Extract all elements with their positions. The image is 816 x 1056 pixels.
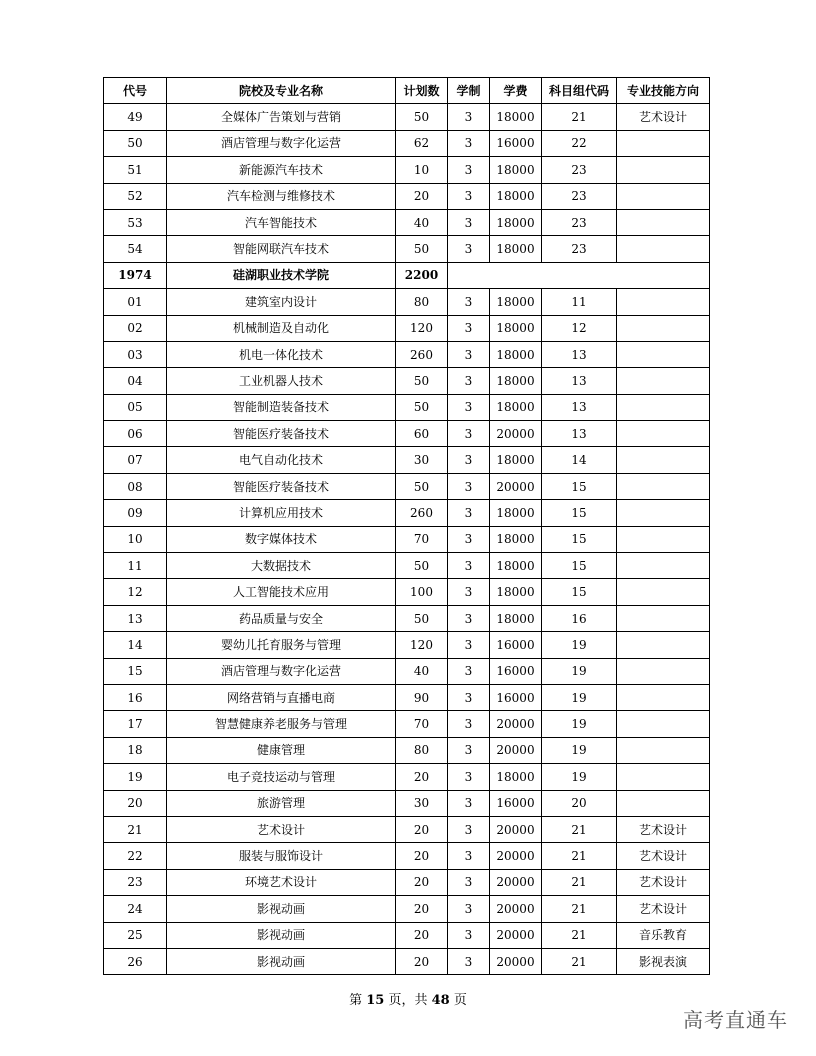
cell-plan: 20 bbox=[396, 869, 448, 895]
cell-plan: 60 bbox=[396, 421, 448, 447]
cell-code: 50 bbox=[104, 130, 167, 156]
cell-skill: 影视表演 bbox=[617, 948, 710, 974]
cell-name: 智能网联汽车技术 bbox=[167, 236, 396, 262]
cell-plan: 50 bbox=[396, 553, 448, 579]
cell-subject: 21 bbox=[542, 104, 617, 130]
cell-fee: 18000 bbox=[490, 526, 542, 552]
table-row bbox=[104, 605, 710, 631]
cell-code: 49 bbox=[104, 104, 167, 130]
table-row bbox=[104, 790, 710, 816]
cell-name: 电子竞技运动与管理 bbox=[167, 764, 396, 790]
cell-years: 3 bbox=[448, 394, 490, 420]
table-row bbox=[104, 711, 710, 737]
cell-name: 建筑室内设计 bbox=[167, 289, 396, 315]
header-code: 代号 bbox=[104, 78, 167, 104]
cell-skill: 艺术设计 bbox=[617, 843, 710, 869]
cell-years: 3 bbox=[448, 130, 490, 156]
cell-subject: 13 bbox=[542, 421, 617, 447]
cell-name: 艺术设计 bbox=[167, 816, 396, 842]
cell-years: 3 bbox=[448, 711, 490, 737]
cell-name: 新能源汽车技术 bbox=[167, 157, 396, 183]
cell-code: 53 bbox=[104, 209, 167, 235]
cell-subject: 19 bbox=[542, 632, 617, 658]
cell-skill bbox=[617, 737, 710, 763]
header-skill-direction: 专业技能方向 bbox=[617, 78, 710, 104]
cell-code: 02 bbox=[104, 315, 167, 341]
cell-years: 3 bbox=[448, 209, 490, 235]
cell-code: 23 bbox=[104, 869, 167, 895]
cell-subject: 13 bbox=[542, 341, 617, 367]
table-row bbox=[104, 394, 710, 420]
cell-subject: 13 bbox=[542, 368, 617, 394]
table-row bbox=[104, 421, 710, 447]
cell-subject: 21 bbox=[542, 816, 617, 842]
table-row bbox=[104, 579, 710, 605]
cell-fee: 20000 bbox=[490, 948, 542, 974]
cell-skill bbox=[617, 183, 710, 209]
cell-name: 数字媒体技术 bbox=[167, 526, 396, 552]
cell-years: 3 bbox=[448, 157, 490, 183]
cell-fee: 18000 bbox=[490, 500, 542, 526]
header-years: 学制 bbox=[448, 78, 490, 104]
cell-fee: 20000 bbox=[490, 816, 542, 842]
cell-skill bbox=[617, 579, 710, 605]
cell-code: 15 bbox=[104, 658, 167, 684]
cell-fee: 18000 bbox=[490, 157, 542, 183]
cell-name: 酒店管理与数字化运营 bbox=[167, 658, 396, 684]
cell-plan: 30 bbox=[396, 790, 448, 816]
header-fee: 学费 bbox=[490, 78, 542, 104]
cell-skill bbox=[617, 553, 710, 579]
cell-fee: 18000 bbox=[490, 104, 542, 130]
school-blank bbox=[448, 262, 710, 288]
cell-fee: 18000 bbox=[490, 764, 542, 790]
cell-subject: 15 bbox=[542, 579, 617, 605]
footer-suffix: 页 bbox=[449, 993, 467, 1008]
cell-name: 大数据技术 bbox=[167, 553, 396, 579]
cell-fee: 20000 bbox=[490, 843, 542, 869]
cell-fee: 16000 bbox=[490, 790, 542, 816]
cell-plan: 10 bbox=[396, 157, 448, 183]
cell-code: 19 bbox=[104, 764, 167, 790]
cell-plan: 20 bbox=[396, 183, 448, 209]
cell-years: 3 bbox=[448, 183, 490, 209]
cell-fee: 18000 bbox=[490, 236, 542, 262]
cell-name: 智能医疗装备技术 bbox=[167, 421, 396, 447]
cell-skill bbox=[617, 658, 710, 684]
cell-subject: 21 bbox=[542, 922, 617, 948]
cell-code: 24 bbox=[104, 896, 167, 922]
cell-years: 3 bbox=[448, 764, 490, 790]
cell-subject: 11 bbox=[542, 289, 617, 315]
cell-years: 3 bbox=[448, 421, 490, 447]
cell-years: 3 bbox=[448, 579, 490, 605]
cell-code: 22 bbox=[104, 843, 167, 869]
cell-plan: 50 bbox=[396, 368, 448, 394]
cell-name: 环境艺术设计 bbox=[167, 869, 396, 895]
cell-years: 3 bbox=[448, 816, 490, 842]
cell-skill bbox=[617, 473, 710, 499]
cell-subject: 19 bbox=[542, 764, 617, 790]
cell-fee: 20000 bbox=[490, 421, 542, 447]
cell-name: 婴幼儿托育服务与管理 bbox=[167, 632, 396, 658]
table-row bbox=[104, 843, 710, 869]
cell-fee: 20000 bbox=[490, 869, 542, 895]
footer-total-pages: 48 bbox=[431, 993, 450, 1008]
table-row bbox=[104, 183, 710, 209]
cell-subject: 23 bbox=[542, 236, 617, 262]
cell-skill bbox=[617, 421, 710, 447]
table-row bbox=[104, 869, 710, 895]
watermark: 高考直通车 bbox=[683, 1008, 788, 1032]
table-row bbox=[104, 632, 710, 658]
cell-subject: 19 bbox=[542, 658, 617, 684]
cell-subject: 21 bbox=[542, 869, 617, 895]
cell-skill bbox=[617, 526, 710, 552]
cell-skill bbox=[617, 368, 710, 394]
cell-years: 3 bbox=[448, 289, 490, 315]
table-row bbox=[104, 447, 710, 473]
table-row bbox=[104, 473, 710, 499]
cell-code: 04 bbox=[104, 368, 167, 394]
cell-years: 3 bbox=[448, 843, 490, 869]
cell-subject: 23 bbox=[542, 183, 617, 209]
cell-name: 影视动画 bbox=[167, 922, 396, 948]
cell-skill bbox=[617, 790, 710, 816]
cell-fee: 18000 bbox=[490, 394, 542, 420]
table-header-row bbox=[104, 78, 710, 104]
cell-name: 影视动画 bbox=[167, 948, 396, 974]
school-plan: 2200 bbox=[396, 262, 448, 288]
cell-subject: 19 bbox=[542, 711, 617, 737]
cell-skill bbox=[617, 130, 710, 156]
cell-name: 计算机应用技术 bbox=[167, 500, 396, 526]
cell-fee: 20000 bbox=[490, 711, 542, 737]
cell-skill bbox=[617, 236, 710, 262]
cell-plan: 100 bbox=[396, 579, 448, 605]
cell-skill bbox=[617, 711, 710, 737]
cell-subject: 15 bbox=[542, 526, 617, 552]
cell-plan: 62 bbox=[396, 130, 448, 156]
school-row bbox=[104, 262, 710, 288]
cell-name: 智能医疗装备技术 bbox=[167, 473, 396, 499]
cell-plan: 260 bbox=[396, 500, 448, 526]
header-plan: 计划数 bbox=[396, 78, 448, 104]
cell-skill bbox=[617, 157, 710, 183]
cell-fee: 16000 bbox=[490, 684, 542, 710]
cell-name: 汽车智能技术 bbox=[167, 209, 396, 235]
cell-name: 影视动画 bbox=[167, 896, 396, 922]
cell-plan: 50 bbox=[396, 104, 448, 130]
cell-fee: 18000 bbox=[490, 289, 542, 315]
cell-years: 3 bbox=[448, 605, 490, 631]
cell-fee: 16000 bbox=[490, 632, 542, 658]
cell-skill bbox=[617, 684, 710, 710]
cell-years: 3 bbox=[448, 790, 490, 816]
cell-years: 3 bbox=[448, 896, 490, 922]
cell-years: 3 bbox=[448, 869, 490, 895]
table-row bbox=[104, 658, 710, 684]
cell-years: 3 bbox=[448, 473, 490, 499]
cell-subject: 14 bbox=[542, 447, 617, 473]
cell-skill bbox=[617, 500, 710, 526]
cell-skill: 音乐教育 bbox=[617, 922, 710, 948]
cell-subject: 23 bbox=[542, 157, 617, 183]
table-row bbox=[104, 896, 710, 922]
table-row bbox=[104, 553, 710, 579]
cell-plan: 80 bbox=[396, 737, 448, 763]
table-row bbox=[104, 315, 710, 341]
cell-code: 12 bbox=[104, 579, 167, 605]
cell-fee: 20000 bbox=[490, 922, 542, 948]
table-row bbox=[104, 764, 710, 790]
table-row bbox=[104, 684, 710, 710]
cell-fee: 16000 bbox=[490, 658, 542, 684]
cell-code: 20 bbox=[104, 790, 167, 816]
footer-prefix: 第 bbox=[349, 993, 367, 1008]
cell-name: 健康管理 bbox=[167, 737, 396, 763]
cell-years: 3 bbox=[448, 553, 490, 579]
cell-code: 05 bbox=[104, 394, 167, 420]
cell-plan: 80 bbox=[396, 289, 448, 315]
cell-years: 3 bbox=[448, 236, 490, 262]
cell-subject: 21 bbox=[542, 896, 617, 922]
cell-plan: 260 bbox=[396, 341, 448, 367]
table-row bbox=[104, 368, 710, 394]
cell-name: 汽车检测与维修技术 bbox=[167, 183, 396, 209]
table-row bbox=[104, 236, 710, 262]
cell-plan: 70 bbox=[396, 526, 448, 552]
cell-plan: 120 bbox=[396, 632, 448, 658]
cell-name: 网络营销与直播电商 bbox=[167, 684, 396, 710]
cell-code: 01 bbox=[104, 289, 167, 315]
cell-plan: 50 bbox=[396, 394, 448, 420]
cell-code: 51 bbox=[104, 157, 167, 183]
cell-skill: 艺术设计 bbox=[617, 816, 710, 842]
cell-skill bbox=[617, 764, 710, 790]
cell-subject: 21 bbox=[542, 948, 617, 974]
cell-plan: 20 bbox=[396, 843, 448, 869]
cell-code: 08 bbox=[104, 473, 167, 499]
cell-skill bbox=[617, 632, 710, 658]
cell-years: 3 bbox=[448, 315, 490, 341]
cell-years: 3 bbox=[448, 948, 490, 974]
cell-fee: 20000 bbox=[490, 737, 542, 763]
cell-years: 3 bbox=[448, 341, 490, 367]
cell-code: 54 bbox=[104, 236, 167, 262]
table-row bbox=[104, 948, 710, 974]
cell-plan: 20 bbox=[396, 816, 448, 842]
table-row bbox=[104, 289, 710, 315]
cell-name: 酒店管理与数字化运营 bbox=[167, 130, 396, 156]
table-row bbox=[104, 922, 710, 948]
cell-years: 3 bbox=[448, 684, 490, 710]
cell-fee: 18000 bbox=[490, 447, 542, 473]
cell-years: 3 bbox=[448, 447, 490, 473]
cell-name: 工业机器人技术 bbox=[167, 368, 396, 394]
cell-code: 10 bbox=[104, 526, 167, 552]
cell-name: 机械制造及自动化 bbox=[167, 315, 396, 341]
cell-subject: 15 bbox=[542, 553, 617, 579]
cell-skill bbox=[617, 289, 710, 315]
cell-name: 人工智能技术应用 bbox=[167, 579, 396, 605]
cell-subject: 16 bbox=[542, 605, 617, 631]
cell-subject: 23 bbox=[542, 209, 617, 235]
cell-plan: 30 bbox=[396, 447, 448, 473]
cell-fee: 18000 bbox=[490, 315, 542, 341]
cell-skill: 艺术设计 bbox=[617, 104, 710, 130]
cell-code: 21 bbox=[104, 816, 167, 842]
cell-years: 3 bbox=[448, 526, 490, 552]
cell-plan: 90 bbox=[396, 684, 448, 710]
cell-plan: 40 bbox=[396, 209, 448, 235]
table-row bbox=[104, 157, 710, 183]
cell-fee: 18000 bbox=[490, 553, 542, 579]
cell-years: 3 bbox=[448, 368, 490, 394]
cell-name: 服装与服饰设计 bbox=[167, 843, 396, 869]
cell-skill bbox=[617, 394, 710, 420]
table-row bbox=[104, 130, 710, 156]
cell-subject: 12 bbox=[542, 315, 617, 341]
cell-skill: 艺术设计 bbox=[617, 869, 710, 895]
cell-skill bbox=[617, 341, 710, 367]
cell-years: 3 bbox=[448, 500, 490, 526]
cell-name: 智能制造装备技术 bbox=[167, 394, 396, 420]
enrollment-plan-table bbox=[103, 77, 710, 975]
cell-skill bbox=[617, 605, 710, 631]
cell-plan: 50 bbox=[396, 473, 448, 499]
cell-plan: 20 bbox=[396, 922, 448, 948]
cell-subject: 13 bbox=[542, 394, 617, 420]
cell-code: 13 bbox=[104, 605, 167, 631]
cell-plan: 50 bbox=[396, 605, 448, 631]
cell-name: 智慧健康养老服务与管理 bbox=[167, 711, 396, 737]
table-row bbox=[104, 737, 710, 763]
cell-skill bbox=[617, 315, 710, 341]
cell-subject: 21 bbox=[542, 843, 617, 869]
cell-skill bbox=[617, 447, 710, 473]
cell-name: 机电一体化技术 bbox=[167, 341, 396, 367]
cell-fee: 18000 bbox=[490, 368, 542, 394]
table-row bbox=[104, 341, 710, 367]
cell-subject: 20 bbox=[542, 790, 617, 816]
cell-code: 18 bbox=[104, 737, 167, 763]
cell-name: 旅游管理 bbox=[167, 790, 396, 816]
cell-code: 16 bbox=[104, 684, 167, 710]
cell-code: 07 bbox=[104, 447, 167, 473]
cell-years: 3 bbox=[448, 658, 490, 684]
header-subject-code: 科目组代码 bbox=[542, 78, 617, 104]
cell-years: 3 bbox=[448, 104, 490, 130]
cell-code: 52 bbox=[104, 183, 167, 209]
footer-middle: 页，共 bbox=[384, 993, 432, 1008]
table-row bbox=[104, 209, 710, 235]
cell-skill: 艺术设计 bbox=[617, 896, 710, 922]
cell-plan: 70 bbox=[396, 711, 448, 737]
cell-subject: 15 bbox=[542, 500, 617, 526]
cell-code: 25 bbox=[104, 922, 167, 948]
cell-plan: 50 bbox=[396, 236, 448, 262]
cell-code: 03 bbox=[104, 341, 167, 367]
cell-code: 11 bbox=[104, 553, 167, 579]
cell-fee: 16000 bbox=[490, 130, 542, 156]
footer-page-number: 15 bbox=[366, 993, 385, 1008]
cell-fee: 18000 bbox=[490, 579, 542, 605]
cell-years: 3 bbox=[448, 737, 490, 763]
cell-years: 3 bbox=[448, 922, 490, 948]
cell-code: 06 bbox=[104, 421, 167, 447]
cell-plan: 20 bbox=[396, 948, 448, 974]
cell-name: 药品质量与安全 bbox=[167, 605, 396, 631]
cell-subject: 19 bbox=[542, 684, 617, 710]
cell-subject: 15 bbox=[542, 473, 617, 499]
cell-years: 3 bbox=[448, 632, 490, 658]
school-name: 硅湖职业技术学院 bbox=[167, 262, 396, 288]
table-row bbox=[104, 526, 710, 552]
cell-plan: 20 bbox=[396, 896, 448, 922]
table-row bbox=[104, 816, 710, 842]
cell-plan: 20 bbox=[396, 764, 448, 790]
cell-code: 26 bbox=[104, 948, 167, 974]
cell-fee: 18000 bbox=[490, 183, 542, 209]
table-row bbox=[104, 104, 710, 130]
cell-code: 14 bbox=[104, 632, 167, 658]
cell-subject: 22 bbox=[542, 130, 617, 156]
cell-fee: 20000 bbox=[490, 473, 542, 499]
cell-code: 09 bbox=[104, 500, 167, 526]
school-code: 1974 bbox=[104, 262, 167, 288]
cell-subject: 19 bbox=[542, 737, 617, 763]
cell-name: 全媒体广告策划与营销 bbox=[167, 104, 396, 130]
cell-fee: 18000 bbox=[490, 341, 542, 367]
header-name: 院校及专业名称 bbox=[167, 78, 396, 104]
cell-fee: 20000 bbox=[490, 896, 542, 922]
cell-code: 17 bbox=[104, 711, 167, 737]
cell-plan: 120 bbox=[396, 315, 448, 341]
cell-skill bbox=[617, 209, 710, 235]
cell-fee: 18000 bbox=[490, 605, 542, 631]
cell-fee: 18000 bbox=[490, 209, 542, 235]
cell-name: 电气自动化技术 bbox=[167, 447, 396, 473]
table-row bbox=[104, 500, 710, 526]
cell-plan: 40 bbox=[396, 658, 448, 684]
